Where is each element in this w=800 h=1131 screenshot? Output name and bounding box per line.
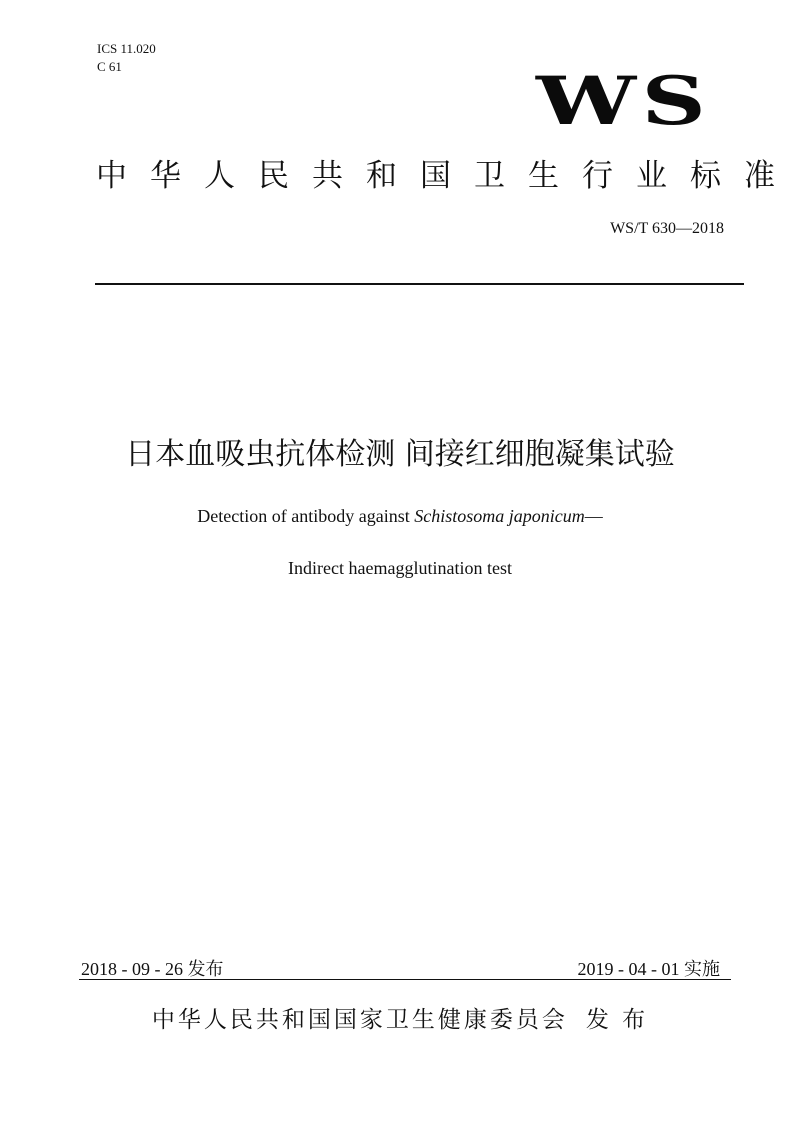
classification-codes [97,40,156,76]
ws-logo: WS [536,62,712,140]
bottom-divider [79,979,731,980]
publisher-line [0,1004,800,1036]
english-title-dash: — [584,506,603,526]
ccs-code: C 61 [97,59,122,74]
standard-type-heading: 中华人民共和国卫生行业标准 [96,158,798,194]
document-title-english-line1 [0,504,800,528]
publisher-action: 发 布 [585,1007,649,1033]
document-title-chinese: 日本血吸虫抗体检测 间接红细胞凝集试验 [125,437,675,472]
ics-code: ICS 11.020 [97,41,156,56]
standard-code: WS/T 630—2018 [610,220,724,237]
document-title-english-line2: Indirect haemagglutination test [288,558,512,578]
english-title-prefix: Detection of antibody against [197,506,415,526]
implementation-date: 2019 - 04 - 01 实施 [577,959,720,979]
publisher-name: 中华人民共和国国家卫生健康委员会 [151,1007,568,1033]
publish-date: 2018 - 09 - 26 发布 [81,959,224,979]
top-divider [95,283,744,285]
english-title-species: Schistosoma japonicum [414,506,585,526]
